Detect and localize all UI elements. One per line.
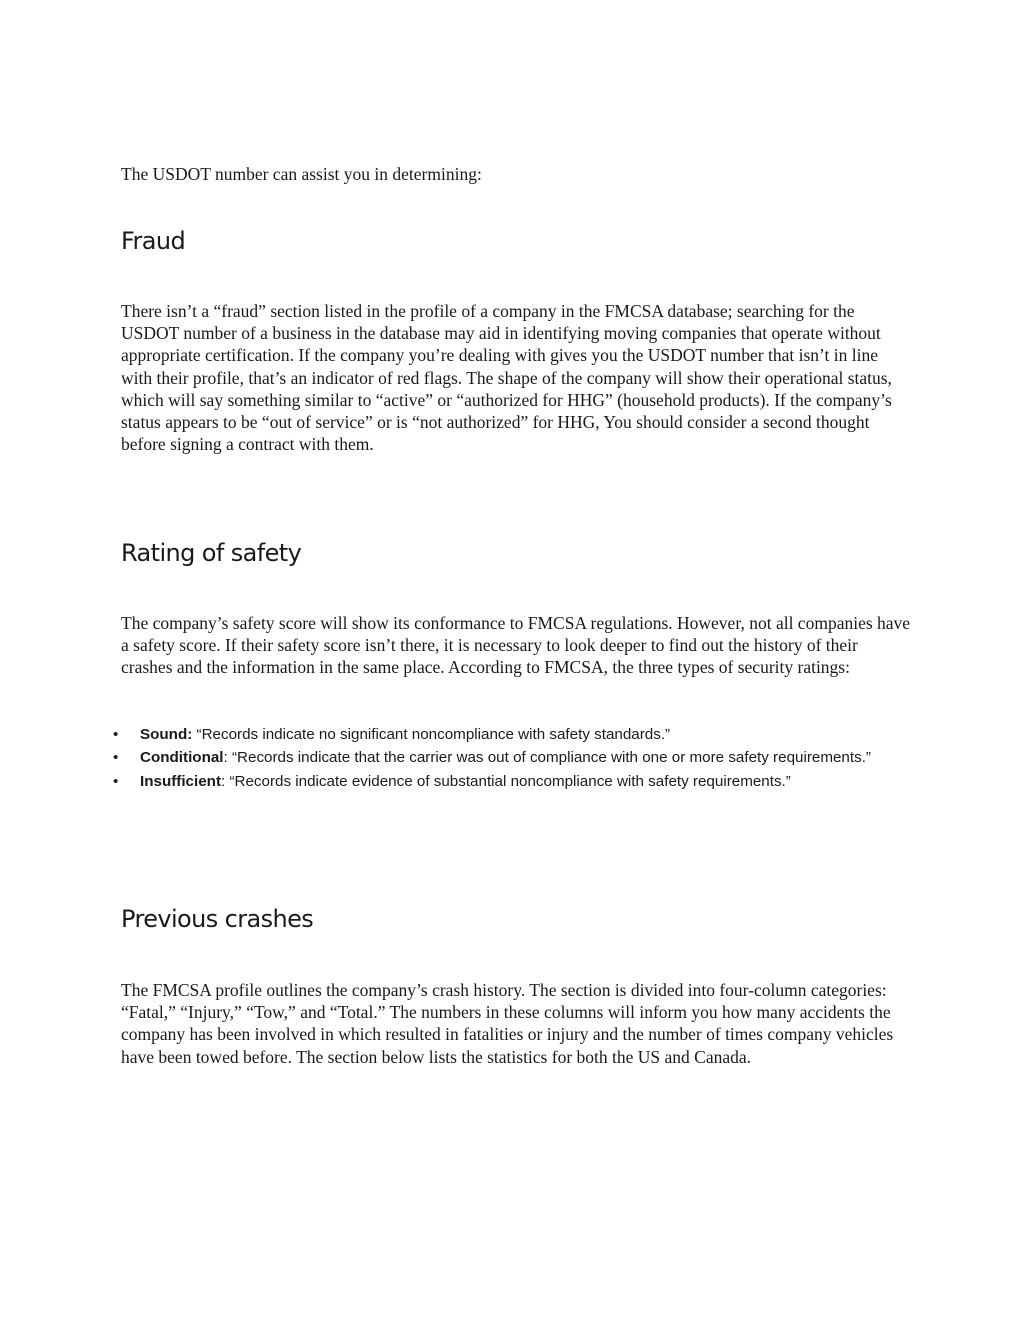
heading-fraud: Fraud [121,227,186,255]
intro-text: The USDOT number can assist you in determining: [121,164,482,184]
rating-term: Sound: [140,726,193,743]
fraud-paragraph: There isn’t a “fraud” section listed in the profile of a company in the FMCSA database; searching for the USDOT number of a business in the database may aid in identifying moving companies that operate without appropriate certification. If the company you’re dealing with gives you the USDOT number that isn’t in line with their profile, that’s an indicator of red flags. The shape of the company will show their operational status, which will say something similar to “active” or “authorized for HHG” (household products). If the company’s status appears to be “out of service” or is “not authorized” for HHG, You should consider a second thought before signing a contract with them. [121,301,892,455]
safety-ratings-list [113,723,913,793]
rating-description: : “Records indicate that the carrier was out of compliance with one or more safety requirements.” [223,749,871,767]
bullet-icon: • [113,772,119,790]
safety-paragraph: The company’s safety score will show its conformance to FMCSA regulations. However, not all companies have a safety score. If their safety score isn’t there, it is necessary to look deeper to find out the history of their crashes and the information in the same place. According to FMCSA, the three types of security ratings: [121,613,911,678]
heading-rating-of-safety: Rating of safety [121,539,302,567]
rating-term: Conditional [140,749,224,767]
crashes-paragraph: The FMCSA profile outlines the company’s crash history. The section is divided into four-column categories: “Fatal,” “Injury,” “Tow,” and “Total.” The numbers in these columns will inform you how many accidents the company has been involved in which resulted in fatalities or injury and the number of times company vehicles have been towed before. The section below lists the statistics for both the US and Canada. [121,980,894,1067]
bullet-icon: • [113,749,119,767]
rating-term: Insufficient [140,772,222,790]
heading-previous-crashes: Previous crashes [121,905,314,933]
list-item-insufficient [113,770,913,793]
list-item-conditional [113,746,913,769]
bullet-icon: • [113,726,119,743]
list-item-sound [113,723,913,746]
rating-description: “Records indicate no significant noncompliance with safety standards.” [192,726,671,743]
rating-description: : “Records indicate evidence of substantial noncompliance with safety requirements.” [221,772,791,790]
